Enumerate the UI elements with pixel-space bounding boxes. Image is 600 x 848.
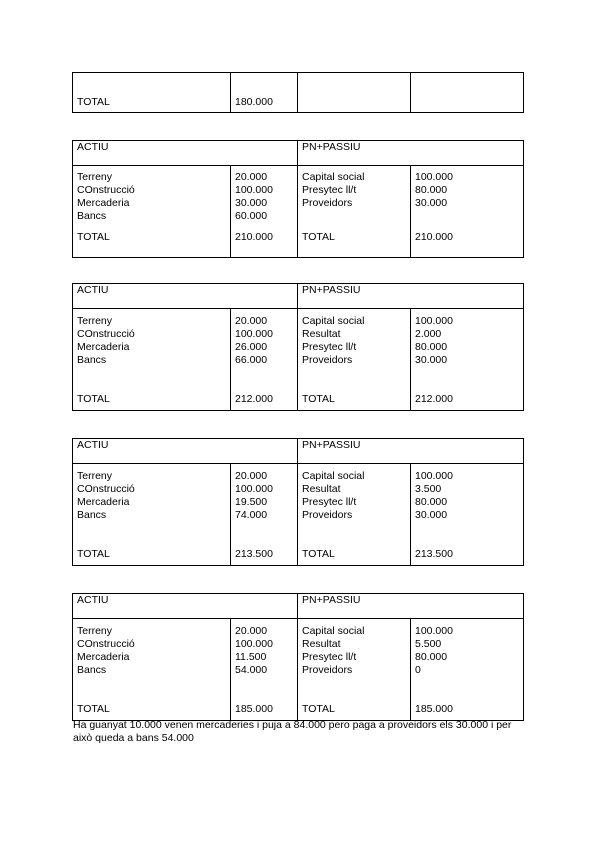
actiu-labels bbox=[73, 166, 231, 258]
balance-body-row bbox=[73, 619, 524, 721]
actiu-header: ACTIU bbox=[73, 594, 298, 619]
passiu-value: 100.000 bbox=[415, 625, 453, 637]
passiu-label: Proveidors bbox=[302, 354, 353, 366]
passiu-label: Proveidors bbox=[302, 197, 353, 209]
passiu-labels bbox=[298, 464, 411, 566]
passiu-value: 2.000 bbox=[415, 328, 442, 340]
passiu-value: 100.000 bbox=[415, 171, 453, 183]
passiu-value: 80.000 bbox=[415, 184, 448, 196]
passiu-total-value: 213.500 bbox=[415, 548, 453, 560]
actiu-total-value: 212.000 bbox=[235, 393, 273, 405]
actiu-total-label: TOTAL bbox=[77, 231, 110, 243]
actiu-label: Mercaderia bbox=[77, 197, 130, 209]
actiu-value: 74.000 bbox=[235, 509, 268, 521]
passiu-label: Capital social bbox=[302, 315, 365, 327]
actiu-value: 19.500 bbox=[235, 496, 268, 508]
passiu-value: 3.500 bbox=[415, 483, 442, 495]
actiu-label: COnstrucció bbox=[77, 483, 135, 495]
passiu-value: 80.000 bbox=[415, 341, 448, 353]
actiu-values bbox=[231, 166, 298, 258]
actiu-labels bbox=[73, 309, 231, 411]
passiu-total-label: TOTAL bbox=[302, 231, 335, 243]
passiu-total-label: TOTAL bbox=[302, 393, 335, 405]
passiu-value: 80.000 bbox=[415, 651, 448, 663]
actiu-label: Bancs bbox=[77, 354, 107, 366]
passiu-value: 0 bbox=[415, 664, 421, 676]
passiu-label: Proveidors bbox=[302, 664, 353, 676]
balance-sheet-4 bbox=[72, 593, 524, 721]
actiu-label: Terreny bbox=[77, 315, 113, 327]
actiu-label: COnstrucció bbox=[77, 638, 135, 650]
balance-sheet-2 bbox=[72, 283, 524, 411]
passiu-labels bbox=[298, 619, 411, 721]
top-total-value: 180.000 bbox=[235, 96, 273, 108]
passiu-label: Presytec ll/t bbox=[302, 184, 357, 196]
passiu-value: 30.000 bbox=[415, 509, 448, 521]
actiu-label: Terreny bbox=[77, 171, 113, 183]
actiu-header: ACTIU bbox=[73, 439, 298, 464]
actiu-header: ACTIU bbox=[73, 284, 298, 309]
explanation-note: Ha guanyat 10.000 venen mercaderies i puja a 84.000 pero paga a proveidors els 30.000 i per això queda a bans 54.000 bbox=[73, 719, 512, 744]
passiu-label: Resultat bbox=[302, 638, 341, 650]
actiu-labels bbox=[73, 619, 231, 721]
actiu-labels bbox=[73, 464, 231, 566]
actiu-value: 100.000 bbox=[235, 638, 273, 650]
actiu-total-label: TOTAL bbox=[77, 703, 110, 715]
top-empty-cell bbox=[298, 73, 411, 113]
balance-header-row bbox=[73, 284, 524, 309]
actiu-label: COnstrucció bbox=[77, 184, 135, 196]
actiu-value: 30.000 bbox=[235, 197, 268, 209]
actiu-total-value: 213.500 bbox=[235, 548, 273, 560]
actiu-value: 20.000 bbox=[235, 625, 268, 637]
top-empty-cell bbox=[411, 73, 524, 113]
top-total-label-cell bbox=[73, 73, 231, 113]
passiu-label: Capital social bbox=[302, 470, 365, 482]
passiu-value: 80.000 bbox=[415, 496, 448, 508]
passiu-label: Capital social bbox=[302, 171, 365, 183]
passiu-labels bbox=[298, 309, 411, 411]
passiu-values bbox=[411, 166, 524, 258]
passiu-total-label: TOTAL bbox=[302, 703, 335, 715]
top-total-row bbox=[73, 73, 524, 113]
actiu-value: 11.500 bbox=[235, 651, 267, 663]
actiu-header: ACTIU bbox=[73, 141, 298, 166]
passiu-value: 30.000 bbox=[415, 354, 448, 366]
balance-header-row bbox=[73, 594, 524, 619]
top-total-label: TOTAL bbox=[77, 96, 110, 108]
passiu-label: Presytec ll/t bbox=[302, 341, 357, 353]
actiu-values bbox=[231, 619, 298, 721]
actiu-label: Mercaderia bbox=[77, 496, 130, 508]
actiu-value: 20.000 bbox=[235, 315, 268, 327]
top-total-value-cell bbox=[231, 73, 298, 113]
passiu-value: 5.500 bbox=[415, 638, 442, 650]
actiu-label: Terreny bbox=[77, 470, 113, 482]
passiu-label: Resultat bbox=[302, 328, 341, 340]
actiu-values bbox=[231, 309, 298, 411]
passiu-value: 100.000 bbox=[415, 470, 453, 482]
passiu-total-label: TOTAL bbox=[302, 548, 335, 560]
balance-sheet-3 bbox=[72, 438, 524, 566]
actiu-label: Bancs bbox=[77, 664, 107, 676]
balance-header-row bbox=[73, 141, 524, 166]
passiu-value: 30.000 bbox=[415, 197, 448, 209]
actiu-value: 66.000 bbox=[235, 354, 268, 366]
actiu-label: Bancs bbox=[77, 210, 107, 222]
balance-body-row bbox=[73, 309, 524, 411]
passiu-label: Presytec ll/t bbox=[302, 496, 357, 508]
actiu-value: 26.000 bbox=[235, 341, 268, 353]
passiu-label: Resultat bbox=[302, 483, 341, 495]
passiu-values bbox=[411, 619, 524, 721]
passiu-header: PN+PASSIU bbox=[298, 141, 524, 166]
actiu-total-label: TOTAL bbox=[77, 393, 110, 405]
passiu-header: PN+PASSIU bbox=[298, 594, 524, 619]
top-total-table bbox=[72, 72, 524, 113]
passiu-value: 100.000 bbox=[415, 315, 453, 327]
actiu-value: 100.000 bbox=[235, 483, 273, 495]
balance-sheet-1 bbox=[72, 140, 524, 258]
passiu-values bbox=[411, 309, 524, 411]
actiu-value: 20.000 bbox=[235, 470, 268, 482]
passiu-total-value: 212.000 bbox=[415, 393, 453, 405]
passiu-header: PN+PASSIU bbox=[298, 284, 524, 309]
actiu-value: 100.000 bbox=[235, 328, 273, 340]
actiu-value: 20.000 bbox=[235, 171, 268, 183]
actiu-label: Mercaderia bbox=[77, 651, 130, 663]
passiu-labels bbox=[298, 166, 411, 258]
actiu-total-value: 210.000 bbox=[235, 231, 273, 243]
actiu-values bbox=[231, 464, 298, 566]
passiu-total-value: 185.000 bbox=[415, 703, 453, 715]
passiu-header: PN+PASSIU bbox=[298, 439, 524, 464]
balance-body-row bbox=[73, 464, 524, 566]
balance-body-row bbox=[73, 166, 524, 258]
actiu-total-label: TOTAL bbox=[77, 548, 110, 560]
passiu-label: Presytec ll/t bbox=[302, 651, 357, 663]
passiu-label: Capital social bbox=[302, 625, 365, 637]
actiu-value: 54.000 bbox=[235, 664, 268, 676]
actiu-label: COnstrucció bbox=[77, 328, 135, 340]
actiu-value: 100.000 bbox=[235, 184, 273, 196]
balance-header-row bbox=[73, 439, 524, 464]
actiu-label: Mercaderia bbox=[77, 341, 130, 353]
actiu-label: Terreny bbox=[77, 625, 113, 637]
passiu-values bbox=[411, 464, 524, 566]
actiu-total-value: 185.000 bbox=[235, 703, 273, 715]
passiu-label: Proveidors bbox=[302, 509, 353, 521]
actiu-label: Bancs bbox=[77, 509, 107, 521]
passiu-total-value: 210.000 bbox=[415, 231, 453, 243]
actiu-value: 60.000 bbox=[235, 210, 268, 222]
